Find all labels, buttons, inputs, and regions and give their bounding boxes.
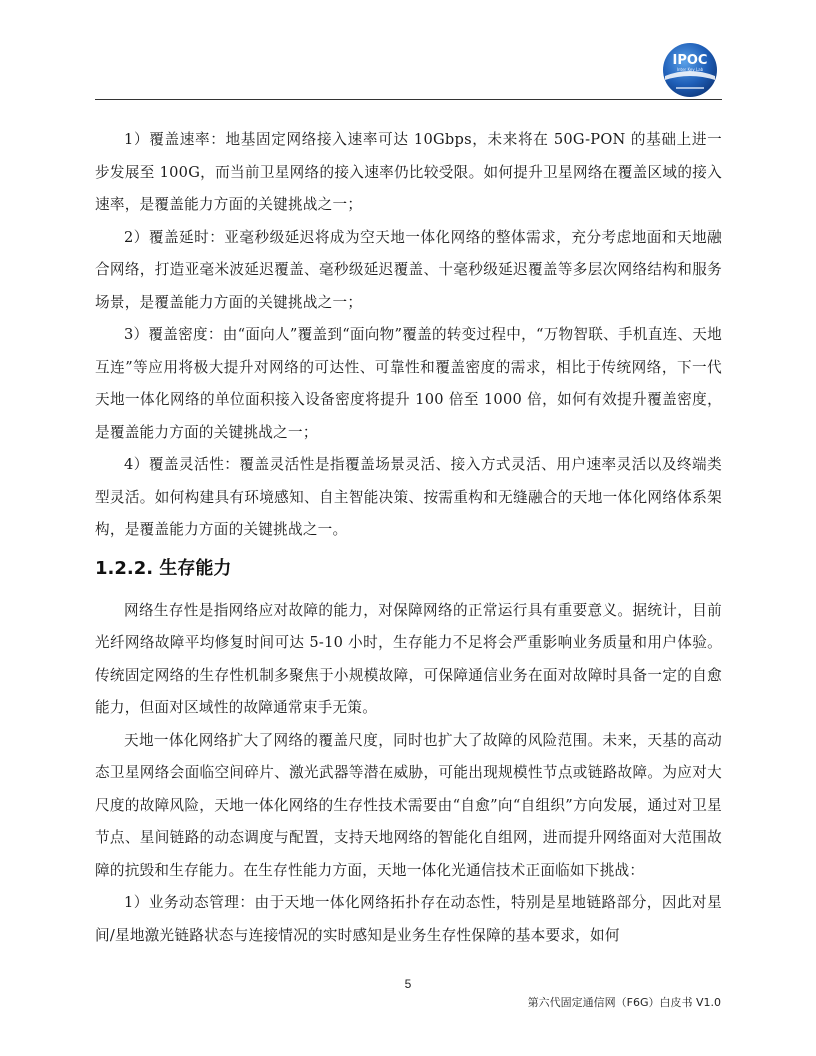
document-body xyxy=(95,124,722,952)
paragraph-coverage-latency: 2）覆盖延时：亚毫秒级延迟将成为空天地一体化网络的整体需求，充分考虑地面和天地融合网络，打造亚毫米波延迟覆盖、毫秒级延迟覆盖、十毫秒级延迟覆盖等多层次网络结构和服务场景，是覆盖能力方面的关键挑战之一； xyxy=(95,228,722,311)
paragraph-coverage-flexibility: 4）覆盖灵活性：覆盖灵活性是指覆盖场景灵活、接入方式灵活、用户速率灵活以及终端类型灵活。如何构建具有环境感知、自主智能决策、按需重构和无缝融合的天地一体化网络体系架构，是覆盖能力方面的关键挑战之一。 xyxy=(95,456,722,538)
paragraph-survivability-scope: 天地一体化网络扩大了网络的覆盖尺度，同时也扩大了故障的风险范围。未来，天基的高动态卫星网络会面临空间碎片、激光武器等潜在威胁，可能出现规模性节点或链路故障。为应对大尺度的故障风险，天地一体化网络的生存性技术需要由“自愈”向“自组织”方向发展，通过对卫星节点、星间链路的动态调度与配置，支持天地网络的智能化自组网，进而提升网络面对大范围故障的抗毁和生存能力。在生存性能力方面，天地一体化光通信技术正面临如下挑战： xyxy=(95,731,722,879)
paragraph-survivability-intro: 网络生存性是指网络应对故障的能力，对保障网络的正常运行具有重要意义。据统计，目前光纤网络故障平均修复时间可达 5-10 小时，生存能力不足将会严重影响业务质量和用户体验。传统固定网络的生存性机制多聚焦于小规模故障，可保障通信业务在面对故障时具备一定的自愈能力，但面对区域性的故障通常束手无策。 xyxy=(95,601,722,716)
logo-text: IPOC xyxy=(672,53,708,68)
ipoc-logo xyxy=(662,42,718,98)
paragraph-coverage-rate: 1）覆盖速率：地基固定网络接入速率可达 10Gbps，未来将在 50G-PON 的基础上进一步发展至 100G，而当前卫星网络的接入速率仍比较受限。如何提升卫星网络在覆盖区域的接入速率，是覆盖能力方面的关键挑战之一； xyxy=(95,131,722,213)
paragraph-coverage-density: 3）覆盖密度：由“面向人”覆盖到“面向物”覆盖的转变过程中，“万物智联、手机直连、天地互连”等应用将极大提升对网络的可达性、可靠性和覆盖密度的需求，相比于传统网络，下一代天地一体化网络的单位面积接入设备密度将提升 100 倍至 1000 倍，如何有效提升覆盖密度，是覆盖能力方面的关键挑战之一； xyxy=(95,326,722,441)
footer-doc-title: 第六代固定通信网（F6G）白皮书 V1.0 xyxy=(527,996,721,1009)
paragraph-dynamic-management: 1）业务动态管理：由于天地一体化网络拓扑存在动态性，特别是星地链路部分，因此对星间/星地激光链路状态与连接情况的实时感知是业务生存性保障的基本要求，如何 xyxy=(95,894,722,944)
logo-subtext: Inter Key Lab xyxy=(676,67,704,72)
section-heading: 1.2.2. 生存能力 xyxy=(95,557,232,579)
header-divider xyxy=(95,99,722,100)
page-number: 5 xyxy=(404,977,412,991)
